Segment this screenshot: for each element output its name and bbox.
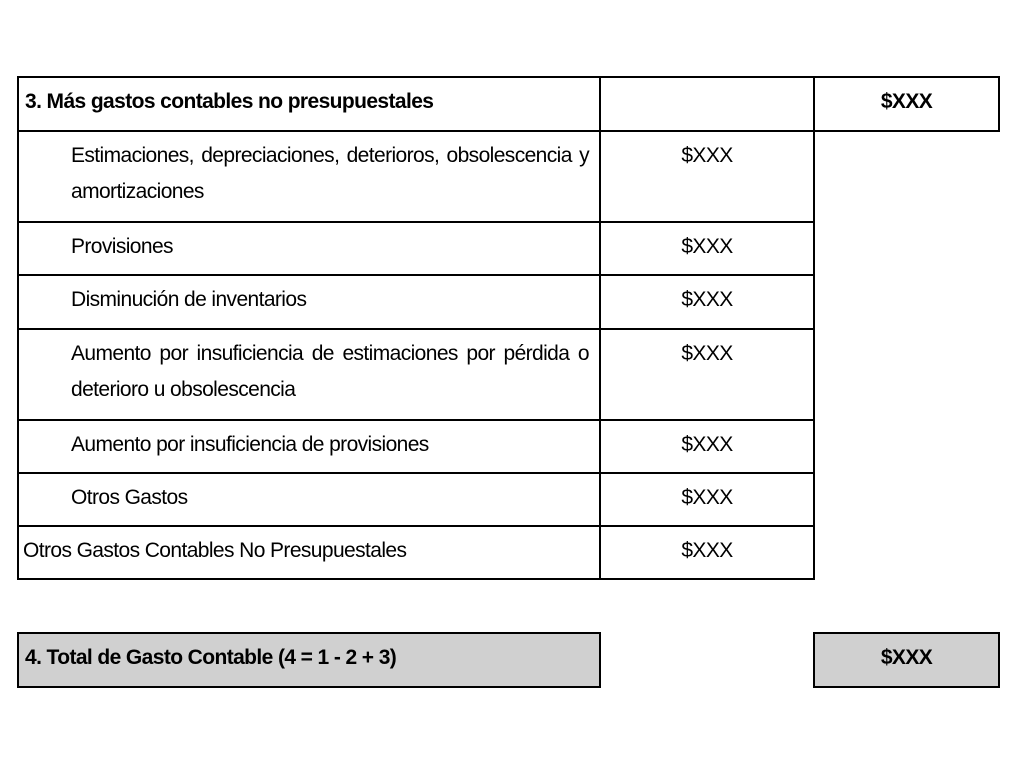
section-4-total-label: 4. Total de Gasto Contable (4 = 1 - 2 + 3) xyxy=(17,632,601,688)
row-value-aumento-estimaciones: $XXX xyxy=(599,328,815,421)
section-3-header-empty-cell xyxy=(599,76,815,132)
row-label-otros-gastos-contables: Otros Gastos Contables No Presupuestales xyxy=(17,525,601,580)
row-label-disminucion-inventarios: Disminución de inventarios xyxy=(17,274,601,330)
row-value-provisiones: $XXX xyxy=(599,221,815,276)
section-3-header-total: $XXX xyxy=(813,76,1000,132)
row-label-provisiones: Provisiones xyxy=(17,221,601,276)
row-value-aumento-provisiones: $XXX xyxy=(599,419,815,474)
row-label-aumento-estimaciones: Aumento por insuficiencia de estimaciones por pérdida o deterioro u obsolescencia xyxy=(17,328,601,421)
section-4-total-value: $XXX xyxy=(813,632,1000,688)
row-value-estimaciones: $XXX xyxy=(599,130,815,223)
section-3-header-label: 3. Más gastos contables no presupuestales xyxy=(17,76,601,132)
row-label-estimaciones: Estimaciones, depreciaciones, deterioros, obsolescencia y amortizaciones xyxy=(17,130,601,223)
row-value-otros-gastos: $XXX xyxy=(599,472,815,527)
row-value-disminucion-inventarios: $XXX xyxy=(599,274,815,330)
row-value-otros-gastos-contables: $XXX xyxy=(599,525,815,580)
row-label-otros-gastos: Otros Gastos xyxy=(17,472,601,527)
row-label-aumento-provisiones: Aumento por insuficiencia de provisiones xyxy=(17,419,601,474)
